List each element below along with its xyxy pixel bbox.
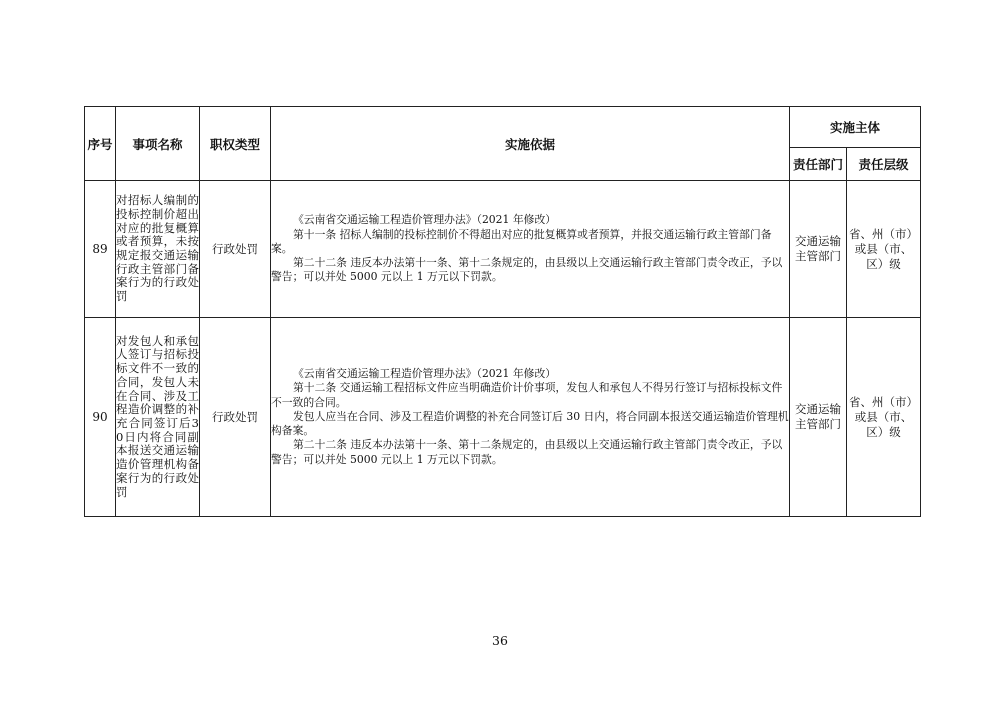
row-basis (271, 318, 790, 517)
row-power-type: 行政处罚 (200, 181, 271, 318)
header-row (85, 107, 921, 148)
row-dept: 交通运输主管部门 (790, 181, 847, 318)
row-dept: 交通运输主管部门 (790, 318, 847, 517)
row-seq: 90 (85, 318, 116, 517)
regulation-table (84, 106, 921, 517)
row-seq: 89 (85, 181, 116, 318)
row-item-name: 对发包人和承包人签订与招标投标文件不一致的合同，发包人未在合同、涉及工程造价调整的补充合同签订后30日内将合同副本报送交通运输造价管理机构备案行为的行政处罚 (116, 318, 200, 517)
header-seq: 序号 (85, 107, 116, 181)
basis-paragraph: 《云南省交通运输工程造价管理办法》（2021 年修改） (293, 213, 557, 227)
header-item-name: 事项名称 (116, 107, 200, 181)
basis-paragraph: 《云南省交通运输工程造价管理办法》（2021 年修改） (293, 367, 557, 381)
row-basis (271, 181, 790, 318)
basis-paragraph: 第十一条 招标人编制的投标控制价不得超出对应的批复概算或者预算，并报交通运输行政主管部门备案。 (271, 227, 772, 255)
header-dept: 责任部门 (790, 148, 847, 181)
basis-paragraph: 发包人应当在合同、涉及工程造价调整的补充合同签订后 30 日内，将合同副本报送交通运输造价管理机构备案。 (271, 409, 789, 438)
table-row (85, 181, 921, 318)
row-level: 省、州（市）或县（市、区）级 (847, 318, 921, 517)
basis-paragraph: 第二十二条 违反本办法第十一条、第十二条规定的，由县级以上交通运输行政主管部门责令改正，予以警告；可以并处 5000 元以上 1 万元以下罚款。 (271, 438, 783, 466)
header-basis: 实施依据 (271, 107, 790, 181)
row-level: 省、州（市）或县（市、区）级 (847, 181, 921, 318)
header-level: 责任层级 (847, 148, 921, 181)
table-row (85, 318, 921, 517)
page-number: 36 (492, 633, 508, 648)
row-power-type: 行政处罚 (200, 318, 271, 517)
row-item-name: 对招标人编制的投标控制价超出对应的批复概算或者预算，未按规定报交通运输行政主管部门备案行为的行政处罚 (116, 181, 200, 318)
header-subject: 实施主体 (790, 107, 921, 148)
basis-paragraph: 第十二条 交通运输工程招标文件应当明确造价计价事项，发包人和承包人不得另行签订与招标投标文件不一致的合同。 (271, 381, 783, 409)
basis-paragraph: 第二十二条 违反本办法第十一条、第十二条规定的，由县级以上交通运输行政主管部门责令改正，予以警告；可以并处 5000 元以上 1 万元以下罚款。 (271, 256, 783, 284)
header-power-type: 职权类型 (200, 107, 271, 181)
